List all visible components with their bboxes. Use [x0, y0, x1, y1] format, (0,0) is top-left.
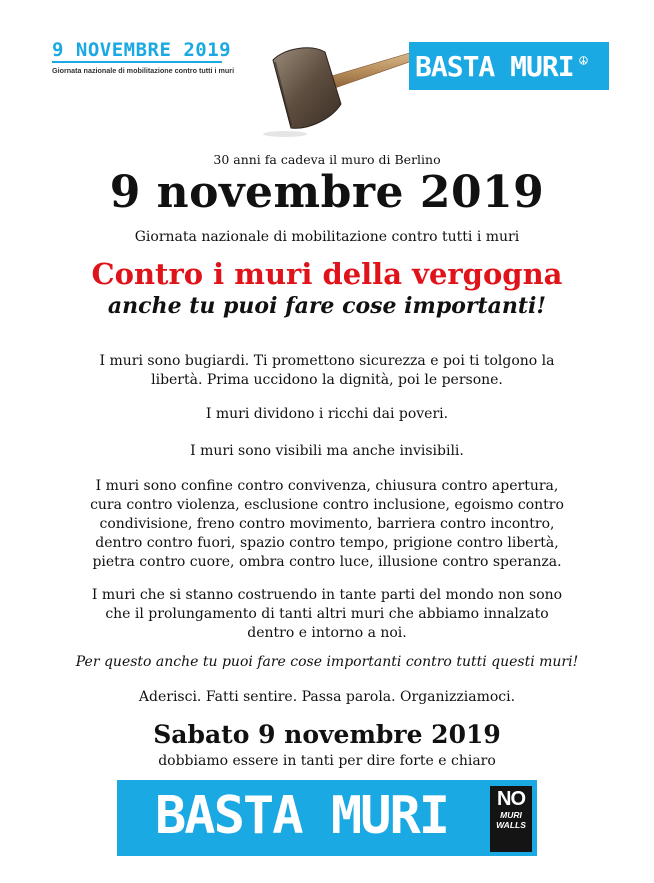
paragraph-call-to-action: Aderisci. Fatti sentire. Passa parola. Organizziamoci.: [138, 689, 516, 705]
badge-walls: WALLS: [496, 820, 526, 830]
paragraph-ricchi-poveri: I muri dividono i ricchi dai poveri.: [205, 406, 449, 422]
badge-no: NO: [497, 788, 525, 810]
paragraph-per-questo: Per questo anche tu puoi fare cose importanti contro tutti questi muri!: [75, 654, 579, 670]
top-banner-text: BASTA MURI: [415, 49, 574, 83]
intro-line: 30 anni fa cadeva il muro di Berlino: [213, 152, 441, 167]
paragraph-confine: I muri sono confine contro convivenza, chiusura contro apertura, cura contro violenza, esclusione contro inclusione, egoismo contro condivisione, freno contro movimento, barriera contro incontro, dentro contro fuori, spazio contro tempo, prigione contro libertà, pietra contro cuore, ombra contro luce, illusione contro speranza.: [90, 478, 564, 570]
bottom-banner-text: BASTA MURI: [155, 786, 449, 846]
event-subline: dobbiamo essere in tanti per dire forte e chiaro: [158, 753, 496, 769]
giornata-subtitle: Giornata nazionale di mobilitazione contro tutti i muri: [134, 229, 520, 245]
hammer-image: [255, 30, 415, 142]
paragraph-visibili: I muri sono visibili ma anche invisibili.: [190, 443, 464, 459]
header-divider: [52, 61, 222, 63]
paragraph-prolungamento: I muri che si stanno costruendo in tante parti del mondo non sono che il prolungamento di tanti altri muri che abbiamo innalzato dentro e intorno a noi.: [91, 587, 563, 641]
event-date: Sabato 9 novembre 2019: [153, 720, 501, 749]
slogan: anche tu puoi fare cose importanti!: [107, 293, 547, 319]
peace-icon: [579, 56, 588, 65]
paragraph-bugiardi: I muri sono bugiardi. Ti promettono sicurezza e poi ti tolgono la libertà. Prima uccidono la dignità, poi le persone.: [99, 353, 555, 388]
bottom-basta-muri-banner: [117, 780, 537, 856]
header-subtitle: Giornata nazionale di mobilitazione contro tutti i muri: [52, 66, 235, 75]
main-date-title: 9 novembre 2019: [109, 167, 545, 218]
badge-muri: MURI: [500, 810, 522, 820]
no-muri-walls-badge: [490, 786, 532, 852]
header-date: 9 NOVEMBRE 2019: [52, 39, 232, 61]
top-basta-muri-banner: [409, 42, 609, 90]
red-headline: Contro i muri della vergogna: [91, 257, 563, 291]
